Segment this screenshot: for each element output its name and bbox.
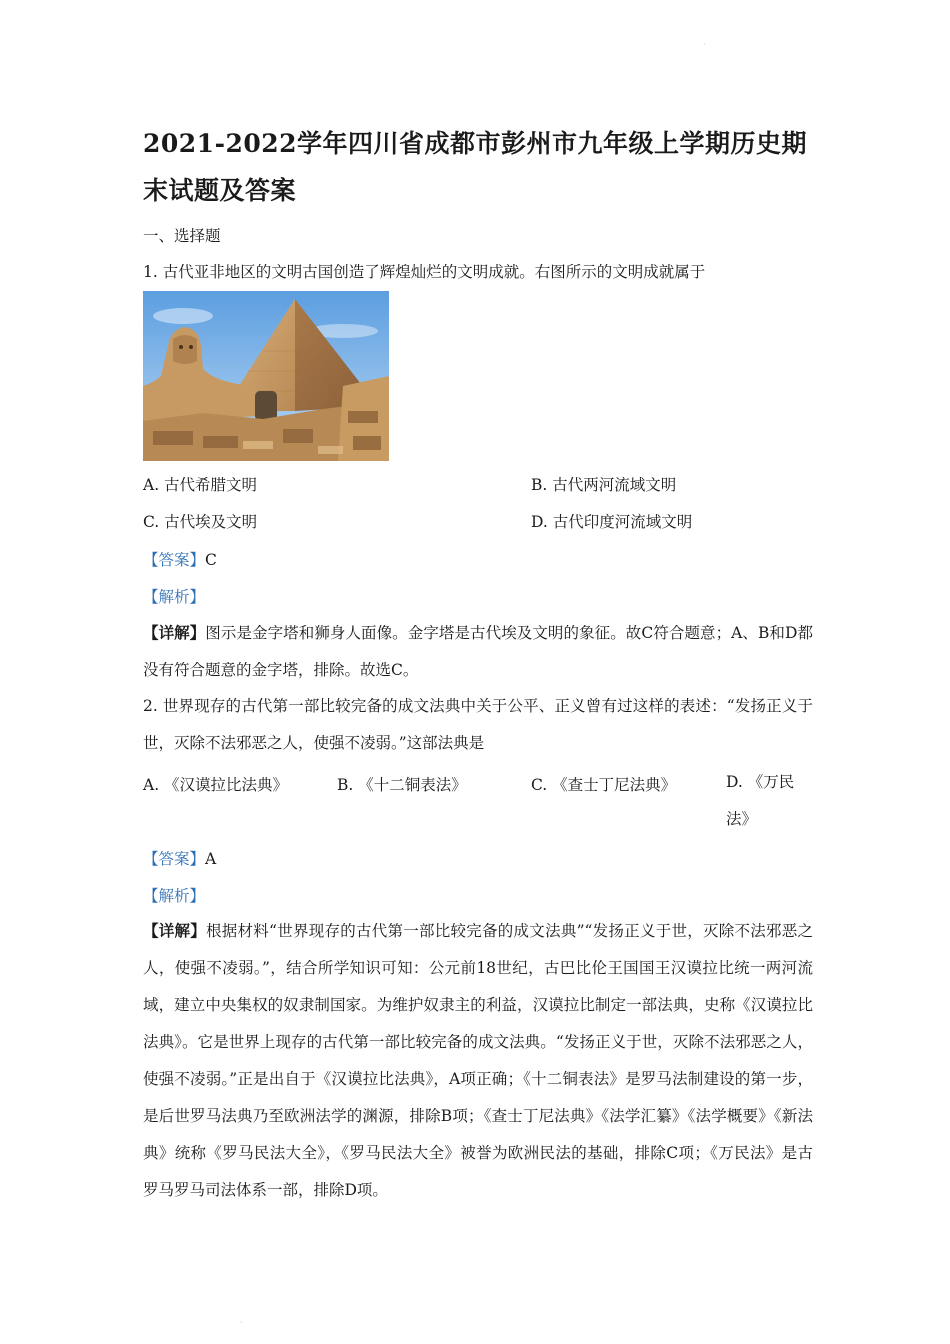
detail-tag: 【详解】 <box>143 921 207 940</box>
q2-option-c: C. 《查士丁尼法典》 <box>531 776 677 794</box>
detail-text: 根据材料“世界现存的古代第一部比较完备的成文法典”“发扬正义于世，灭除不法邪恶之人，使强不凌弱。”，结合所学知识可知：公元前18世纪，古巴比伦王国国王汉谟拉比统一两河流域，建立中央集权的奴隶制国家。为维护奴隶主的利益，汉谟拉比制定一部法典，史称《汉谟拉比法典》。它是世界上现存的古代第一部比较完备的成文法典。“发扬正义于世，灭除不法邪恶之人，使强不凌弱。”正是出自于《汉谟拉比法典》，A项正确；《十二铜表法》是罗马法制建设的第一步，是后世罗马法典乃至欧洲法学的渊源，排除B项；《查士丁尼法典》《法学汇纂》《法学概要》《新法典》统称《罗马民法大全》，《罗马民法大全》被誉为欧洲民法的基础，排除C项；《万民法》是古罗马罗马司法体系一部，排除D项。 <box>143 922 813 1199</box>
q2-option-a: A. 《汉谟拉比法典》 <box>143 776 289 794</box>
q1-analysis-tag: 【解析】 <box>143 588 206 606</box>
answer-tag: 【答案】 <box>143 850 206 868</box>
answer-tag: 【答案】 <box>143 551 206 569</box>
q1-detail <box>143 614 813 689</box>
q2-option-d: D. 《万民法》 <box>726 773 795 828</box>
q1-answer <box>143 548 217 570</box>
q1-option-d: D. 古代印度河流域文明 <box>531 513 693 531</box>
q1-option-b: B. 古代两河流域文明 <box>531 476 677 494</box>
answer-value: A <box>205 850 217 868</box>
detail-text: 图示是金字塔和狮身人面像。金字塔是古代埃及文明的象征。故C符合题意；A、B和D都没有符合题意的金字塔，排除。故选C。 <box>143 624 813 679</box>
detail-tag: 【详解】 <box>143 623 206 642</box>
q2-option-b: B. 《十二铜表法》 <box>337 776 467 794</box>
section-heading: 一、选择题 <box>143 227 221 245</box>
pyramid-sphinx-photo <box>143 291 389 461</box>
q1-option-a: A. 古代希腊文明 <box>143 476 258 494</box>
q2-detail <box>143 912 813 1209</box>
q2-answer <box>143 847 216 869</box>
scan-dot: · <box>703 40 706 49</box>
q2-analysis-tag: 【解析】 <box>143 887 206 905</box>
scan-dot: · <box>240 1318 243 1327</box>
question-1-stem: 1. 古代亚非地区的文明古国创造了辉煌灿烂的文明成就。右图所示的文明成就属于 <box>143 263 706 281</box>
answer-value: C <box>205 551 217 569</box>
page-title: 2021-2022学年四川省成都市彭州市九年级上学期历史期末试题及答案 <box>143 129 808 205</box>
question-2-stem: 2. 世界现存的古代第一部比较完备的成文法典中关于公平、正义曾有过这样的表述：“发扬正义于世，灭除不法邪恶之人，使强不凌弱。”这部法典是 <box>143 697 813 752</box>
q1-option-c: C. 古代埃及文明 <box>143 513 258 531</box>
